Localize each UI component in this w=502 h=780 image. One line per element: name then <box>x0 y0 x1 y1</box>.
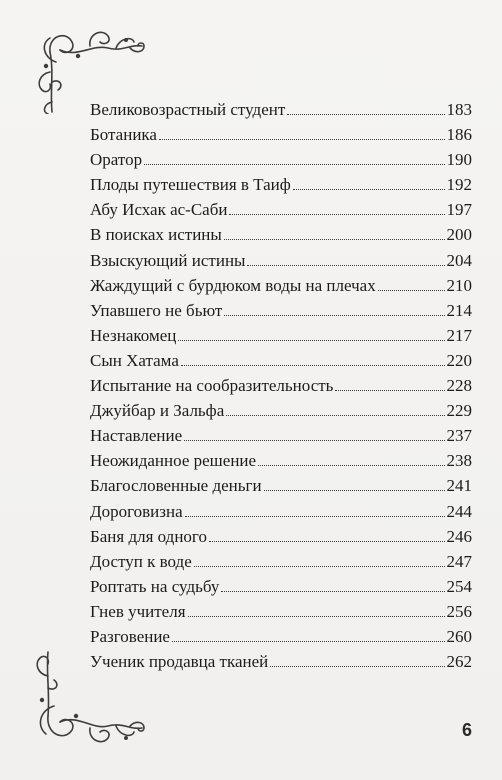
toc-entry <box>90 248 472 273</box>
toc-entry-title: Роптать на судьбу <box>90 576 220 596</box>
toc-entry <box>90 398 472 423</box>
toc-dot-leader <box>270 666 444 667</box>
table-of-contents <box>90 97 472 674</box>
toc-entry-page-number: 204 <box>446 250 472 270</box>
toc-dot-leader <box>172 641 445 642</box>
toc-entry-title: Разговение <box>90 626 170 646</box>
toc-dot-leader <box>159 139 445 140</box>
page-number: 6 <box>461 720 472 740</box>
toc-entry-title: Баня для одного <box>90 526 207 546</box>
toc-entry-title: Упавшего не бьют <box>90 300 223 320</box>
corner-flourish-bottom-icon <box>26 650 146 750</box>
toc-entry <box>90 549 472 574</box>
toc-entry-page-number: 241 <box>446 476 472 496</box>
toc-entry-title: Гнев учителя <box>90 601 186 621</box>
toc-entry-title: Дороговизна <box>90 501 183 521</box>
toc-entry-title: Наставление <box>90 426 183 446</box>
toc-entry-title: Незнакомец <box>90 325 177 345</box>
toc-dot-leader <box>335 390 444 391</box>
toc-entry-page-number: 220 <box>446 350 472 370</box>
toc-entry <box>90 147 472 172</box>
toc-entry-page-number: 210 <box>446 275 472 295</box>
toc-entry-page-number: 192 <box>446 175 472 195</box>
toc-entry-page-number: 238 <box>446 451 472 471</box>
toc-entry-page-number: 183 <box>446 100 472 119</box>
toc-entry-page-number: 246 <box>446 526 472 546</box>
toc-entry-title: Доступ к воде <box>90 551 192 571</box>
toc-entry-page-number: 262 <box>446 652 472 672</box>
toc-entry-page-number: 228 <box>446 376 472 396</box>
toc-entry <box>90 323 472 348</box>
toc-entry-title: Сын Хатама <box>90 350 179 370</box>
toc-entry-title: В поисках истины <box>90 225 222 245</box>
toc-entry <box>90 473 472 498</box>
toc-entry-title: Абу Исхак ас-Саби <box>90 200 228 220</box>
toc-entry-page-number: 217 <box>446 325 472 345</box>
toc-dot-leader <box>144 164 444 165</box>
toc-entry <box>90 172 472 197</box>
toc-entry-title: Ученик продавца тканей <box>90 652 269 672</box>
toc-entry <box>90 624 472 649</box>
toc-dot-leader <box>224 315 444 316</box>
toc-dot-leader <box>224 239 445 240</box>
toc-dot-leader <box>378 290 445 291</box>
toc-entry-page-number: 214 <box>446 300 472 320</box>
toc-entry-page-number: 237 <box>446 426 472 446</box>
toc-entry-page-number: 229 <box>446 401 472 421</box>
toc-entry <box>90 448 472 473</box>
toc-dot-leader <box>258 465 444 466</box>
toc-dot-leader <box>264 490 445 491</box>
toc-entry-page-number: 197 <box>446 200 472 220</box>
toc-entry-title: Жаждущий с бурдюком воды на плечах <box>90 275 376 295</box>
toc-entry-title: Плоды путешествия в Таиф <box>90 175 291 195</box>
toc-dot-leader <box>194 566 445 567</box>
toc-dot-leader <box>178 340 444 341</box>
toc-entry-title: Оратор <box>90 150 143 170</box>
toc-entry-page-number: 200 <box>446 225 472 245</box>
toc-dot-leader <box>229 214 444 215</box>
toc-entry <box>90 649 472 674</box>
toc-entry <box>90 524 472 549</box>
toc-entry-page-number: 254 <box>446 576 472 596</box>
toc-entry <box>90 423 472 448</box>
toc-entry-title: Великовозрастный студент <box>90 100 286 119</box>
toc-entry <box>90 197 472 222</box>
toc-dot-leader <box>221 591 444 592</box>
toc-entry <box>90 499 472 524</box>
toc-dot-leader <box>287 114 444 115</box>
toc-entry-page-number: 260 <box>446 626 472 646</box>
toc-entry-title: Благословенные деньги <box>90 476 262 496</box>
toc-entry <box>90 574 472 599</box>
toc-dot-leader <box>188 616 445 617</box>
toc-entry <box>90 373 472 398</box>
toc-entry <box>90 298 472 323</box>
toc-entry-title: Ботаника <box>90 125 157 145</box>
toc-entry-page-number: 247 <box>446 551 472 571</box>
toc-entry <box>90 348 472 373</box>
toc-dot-leader <box>226 415 444 416</box>
toc-dot-leader <box>181 365 445 366</box>
toc-dot-leader <box>184 440 444 441</box>
toc-dot-leader <box>209 541 445 542</box>
toc-dot-leader <box>247 265 444 266</box>
toc-entry <box>90 97 472 122</box>
toc-entry <box>90 122 472 147</box>
toc-dot-leader <box>293 189 445 190</box>
toc-entry-title: Испытание на сообразительность <box>90 376 334 396</box>
toc-entry-page-number: 190 <box>446 150 472 170</box>
toc-entry <box>90 599 472 624</box>
toc-entry-page-number: 256 <box>446 601 472 621</box>
toc-entry-page-number: 244 <box>446 501 472 521</box>
toc-entry-title: Взыскующий истины <box>90 250 246 270</box>
toc-entry-title: Неожиданное решение <box>90 451 257 471</box>
toc-dot-leader <box>185 516 445 517</box>
toc-entry-page-number: 186 <box>446 125 472 145</box>
toc-entry-title: Джуйбар и Зальфа <box>90 401 225 421</box>
toc-entry <box>90 222 472 247</box>
toc-entry <box>90 273 472 298</box>
